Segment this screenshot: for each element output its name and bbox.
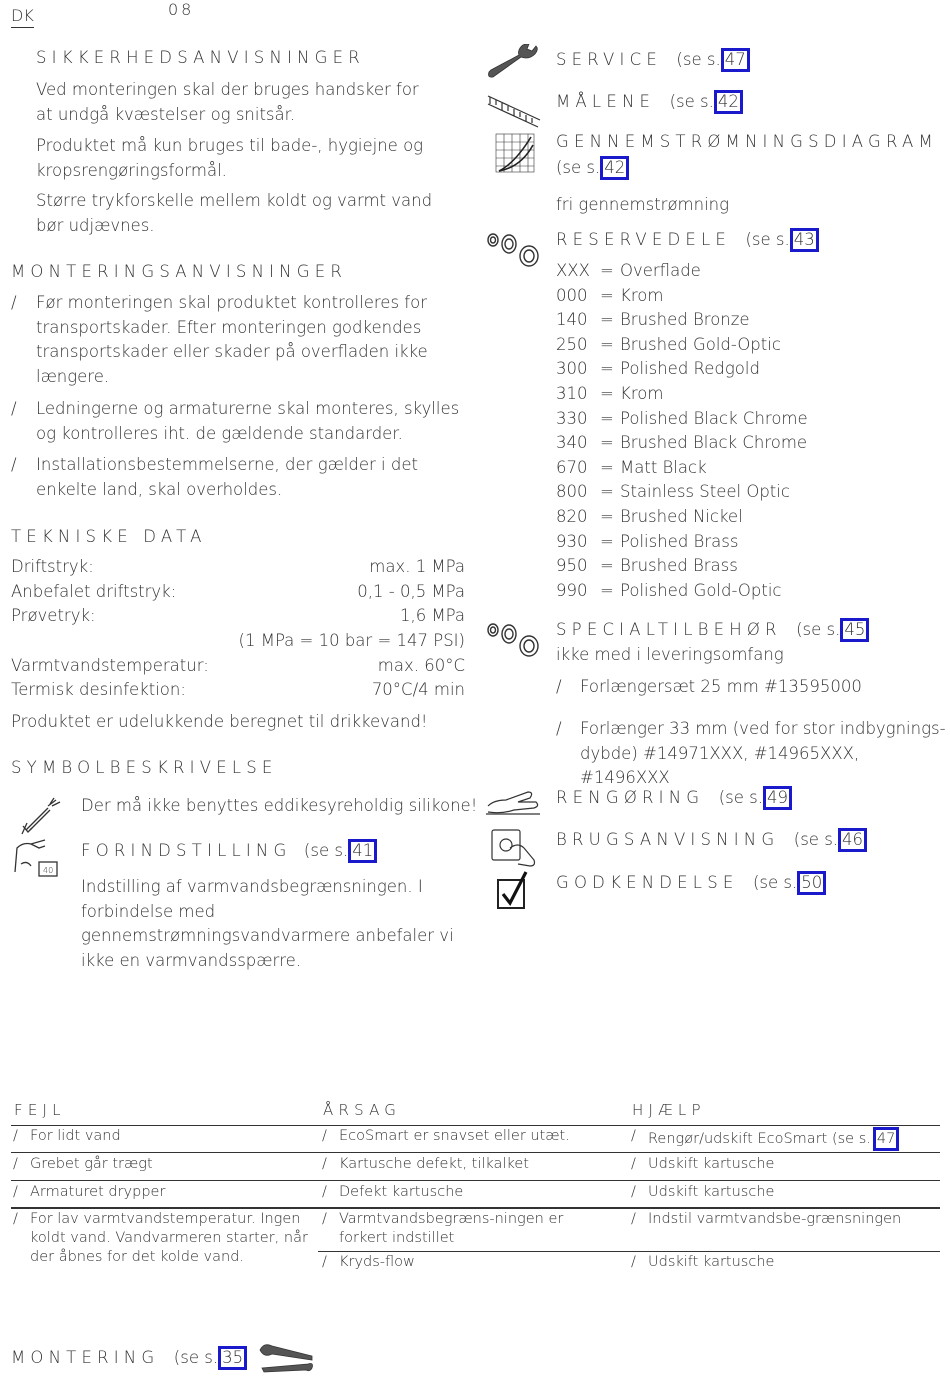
bullet-slash: /	[13, 1184, 18, 1200]
equals-sign: =	[600, 531, 614, 551]
fault-column-header: FEJL	[14, 1101, 66, 1119]
help-page-link[interactable]: 47	[873, 1127, 899, 1151]
surface-name: Brushed Bronze	[620, 310, 750, 330]
equals-sign: =	[600, 310, 614, 330]
table-rule	[11, 1180, 940, 1181]
table-cell-cause: / EcoSmart er snavset eller utæt.	[322, 1128, 570, 1144]
cleaning-hand-icon	[484, 784, 544, 820]
table-cell-fault: / For lidt vand	[13, 1128, 121, 1144]
surface-code: 670	[556, 457, 588, 477]
bullet-slash: /	[631, 1211, 636, 1227]
tech-row: Prøvetryk: 1,6 MPa	[11, 606, 465, 625]
bullet-slash: /	[11, 293, 17, 312]
surface-item	[556, 507, 743, 526]
surface-code: 330	[556, 408, 588, 428]
table-cell-help: / Udskift kartusche	[631, 1156, 775, 1172]
surface-name: Polished Redgold	[620, 359, 760, 379]
table-rule	[11, 1125, 940, 1126]
svg-text:40: 40	[43, 866, 54, 875]
surface-name: Overflade	[620, 261, 701, 280]
surface-item	[556, 482, 790, 501]
page-number: 08	[168, 0, 195, 19]
help-column-header: HJÆLP	[632, 1101, 706, 1119]
flow-diagram-page-link[interactable]: 42	[600, 156, 629, 180]
flow-diagram-ref: (se s. 42	[556, 156, 629, 181]
equals-sign: =	[600, 507, 614, 526]
surface-name: Krom	[620, 384, 664, 403]
equals-sign: =	[600, 261, 614, 280]
equals-sign: =	[600, 359, 614, 379]
table-cell-help: / Udskift kartusche	[631, 1254, 775, 1270]
mounting-instruction-item: / Installationsbestemmelserne, der gælder i det enkelte land, skal overholdes.	[11, 455, 418, 499]
ruler-icon	[486, 90, 542, 128]
surface-code: 340	[556, 433, 588, 453]
accessory-item: / Forlænger 33 mm (ved for stor indbygnings-dybde) #14971XXX, #14965XXX, #1496XXX	[556, 719, 946, 787]
approval-heading: GODKENDELSE (se s. 50	[556, 871, 826, 895]
equals-sign: =	[600, 433, 614, 453]
surface-name: Krom	[620, 285, 664, 305]
bullet-slash: /	[13, 1211, 18, 1227]
surface-item	[556, 458, 707, 477]
symbols-heading: SYMBOLBESKRIVELSE	[11, 758, 278, 777]
surface-name: Polished Brass	[620, 531, 739, 551]
wrench-icon	[485, 44, 543, 80]
dimensions-page-link[interactable]: 42	[714, 90, 743, 114]
table-cell-cause: / Varmtvandsbegræns-ningen er forkert indstillet	[322, 1211, 564, 1246]
spare-parts-heading: RESERVEDELE (se s. 43	[556, 228, 819, 252]
dimensions-heading: MÅLENE (se s. 42	[556, 90, 743, 114]
table-cell-cause: / Defekt kartusche	[322, 1184, 464, 1200]
table-cell-fault: / Grebet går trægt	[13, 1156, 153, 1172]
flow-diagram-icon	[495, 133, 535, 173]
equals-sign: =	[600, 482, 614, 502]
surface-item	[556, 261, 701, 280]
surface-name: Matt Black	[620, 457, 707, 477]
surface-code: 310	[556, 384, 588, 403]
bullet-slash: /	[322, 1184, 327, 1200]
preset-description: Indstilling af varmvandsbegrænsningen. I forbindelse med gennemstrømningsvandvarmere anbefaler vi ikke en varmvandsspærre.	[81, 877, 454, 970]
bullet-slash: /	[11, 399, 17, 418]
operation-hand-icon	[490, 824, 540, 868]
flow-diagram-heading: GENNEMSTRØMNINGSDIAGRAM	[556, 132, 938, 151]
service-heading: SERVICE (se s. 47	[556, 48, 750, 72]
safety-item: Ved monteringen skal der bruges handsker for at undgå kvæstelser og snitsår.	[36, 80, 419, 124]
equals-sign: =	[600, 457, 614, 477]
surface-item	[556, 335, 781, 354]
usage-heading: BRUGSANVISNING (se s. 46	[556, 828, 867, 852]
table-cell-cause: / Kryds-flow	[322, 1254, 415, 1270]
bullet-slash: /	[322, 1156, 327, 1172]
equals-sign: =	[600, 556, 614, 576]
mounting-instructions-heading: MONTERINGSANVISNINGER	[11, 262, 347, 281]
thermostat-setting-icon	[13, 838, 61, 878]
spare-parts-page-link[interactable]: 43	[790, 228, 819, 252]
tech-row: Driftstryk: max. 1 MPa	[11, 557, 465, 576]
bullet-slash: /	[322, 1254, 327, 1270]
tools-icon	[258, 1338, 316, 1376]
service-page-link[interactable]: 47	[721, 48, 750, 72]
accessories-heading: SPECIALTILBEHØR (se s. 45	[556, 618, 869, 642]
tech-row: Anbefalet driftstryk: 0,1 - 0,5 MPa	[11, 582, 465, 601]
mounting-instruction-item: / Ledningerne og armaturerne skal monteres, skylles og kontrolleres iht. de gældende standarder.	[11, 399, 460, 443]
surface-code: 250	[556, 334, 588, 354]
usage-page-link[interactable]: 46	[838, 828, 867, 852]
equals-sign: =	[600, 334, 614, 354]
surface-name: Stainless Steel Optic	[620, 482, 790, 502]
surface-code: 820	[556, 507, 588, 526]
mounting-page-link[interactable]: 35	[218, 1346, 247, 1370]
tech-row: Termisk desinfektion: 70°C/4 min	[11, 680, 465, 699]
drinking-water-note: Produktet er udelukkende beregnet til drikkevand!	[11, 712, 428, 731]
surface-item	[556, 532, 738, 551]
surface-code: 300	[556, 359, 588, 379]
surface-code: 990	[556, 580, 588, 600]
tech-row: Varmtvandstemperatur: max. 60°C	[11, 656, 465, 675]
table-rule	[11, 1152, 940, 1153]
mounting-instruction-item: / Før monteringen skal produktet kontrolleres for transportskader. Efter monteringen godkendes transportskader eller skader på overfladen ikke længere.	[11, 293, 428, 386]
table-cell-fault: / Armaturet drypper	[13, 1184, 166, 1200]
accessories-page-link[interactable]: 45	[840, 618, 869, 642]
mounting-footer-heading: MONTERING (se s. 35	[11, 1346, 247, 1370]
spare-parts-icon	[485, 228, 545, 268]
cleaning-heading: RENGØRING (se s. 49	[556, 786, 792, 810]
table-cell-help: / Indstil varmtvandsbe-grænsningen	[631, 1211, 902, 1227]
equals-sign: =	[600, 580, 614, 600]
cause-column-header: ÅRSAG	[323, 1101, 402, 1119]
safety-item: Større trykforskelle mellem koldt og varmt vand bør udjævnes.	[36, 191, 433, 235]
surface-code: 140	[556, 310, 588, 330]
surface-item	[556, 286, 663, 305]
bullet-slash: /	[11, 455, 17, 474]
surface-item	[556, 384, 663, 403]
surface-item	[556, 310, 750, 329]
surface-name: Brushed Brass	[620, 556, 738, 576]
language-code: DK	[11, 6, 34, 28]
equals-sign: =	[600, 408, 614, 428]
table-rule	[11, 1207, 940, 1209]
surface-name: Polished Gold-Optic	[620, 580, 782, 600]
surface-code: 950	[556, 556, 588, 576]
bullet-slash: /	[631, 1184, 636, 1200]
preset-heading: FORINDSTILLING (se s. 41	[81, 839, 377, 863]
surface-item	[556, 409, 808, 428]
equals-sign: =	[600, 384, 614, 403]
surface-code: 000	[556, 285, 588, 305]
accessories-icon	[485, 618, 545, 658]
surface-item	[556, 359, 760, 378]
surface-name: Brushed Nickel	[620, 507, 743, 526]
table-cell-help: / Udskift kartusche	[631, 1184, 775, 1200]
surface-name: Brushed Black Chrome	[620, 433, 808, 453]
bullet-slash: /	[631, 1128, 636, 1144]
bullet-slash: /	[556, 677, 562, 696]
safety-item: Produktet må kun bruges til bade-, hygiejne og kropsrengøringsformål.	[36, 136, 424, 180]
bullet-slash: /	[322, 1211, 327, 1227]
cleaning-page-link[interactable]: 49	[763, 786, 792, 810]
preset-page-link[interactable]: 41	[348, 839, 377, 863]
bullet-slash: /	[631, 1254, 636, 1270]
surface-code: XXX	[556, 261, 590, 280]
silicone-warning: Der må ikke benyttes eddikesyreholdig silikone!	[81, 796, 478, 815]
technical-data-heading: TEKNISKE DATA	[11, 527, 207, 546]
surface-code: 930	[556, 531, 588, 551]
accessory-item: / Forlængersæt 25 mm #13595000	[556, 675, 950, 700]
table-rule	[318, 1251, 940, 1252]
bullet-slash: /	[556, 719, 562, 738]
surface-item	[556, 556, 738, 575]
bullet-slash: /	[13, 1128, 18, 1144]
approval-page-link[interactable]: 50	[797, 871, 826, 895]
surface-item	[556, 433, 807, 452]
equals-sign: =	[600, 285, 614, 305]
silicone-gun-icon	[18, 796, 62, 836]
safety-heading: SIKKERHEDSANVISNINGER	[36, 48, 365, 67]
surface-code: 800	[556, 482, 588, 502]
accessories-note: ikke med i leveringsomfang	[556, 645, 784, 664]
bullet-slash: /	[631, 1156, 636, 1172]
table-cell-cause: / Kartusche defekt, tilkalket	[322, 1156, 529, 1172]
bullet-slash: /	[13, 1156, 18, 1172]
free-flow-note: fri gennemstrømning	[556, 195, 730, 214]
table-cell-help: / Rengør/udskift EcoSmart (se s. 47	[629, 1127, 940, 1151]
table-cell-fault: / For lav varmtvandstemperatur. Ingen koldt vand. Vandvarmeren starter, når der åbnes for det kolde vand.	[13, 1211, 308, 1265]
surface-item	[556, 581, 782, 600]
surface-name: Brushed Gold-Optic	[620, 334, 781, 354]
checkbox-check-icon	[496, 870, 530, 910]
surface-name: Polished Black Chrome	[620, 408, 808, 428]
bullet-slash: /	[322, 1128, 327, 1144]
